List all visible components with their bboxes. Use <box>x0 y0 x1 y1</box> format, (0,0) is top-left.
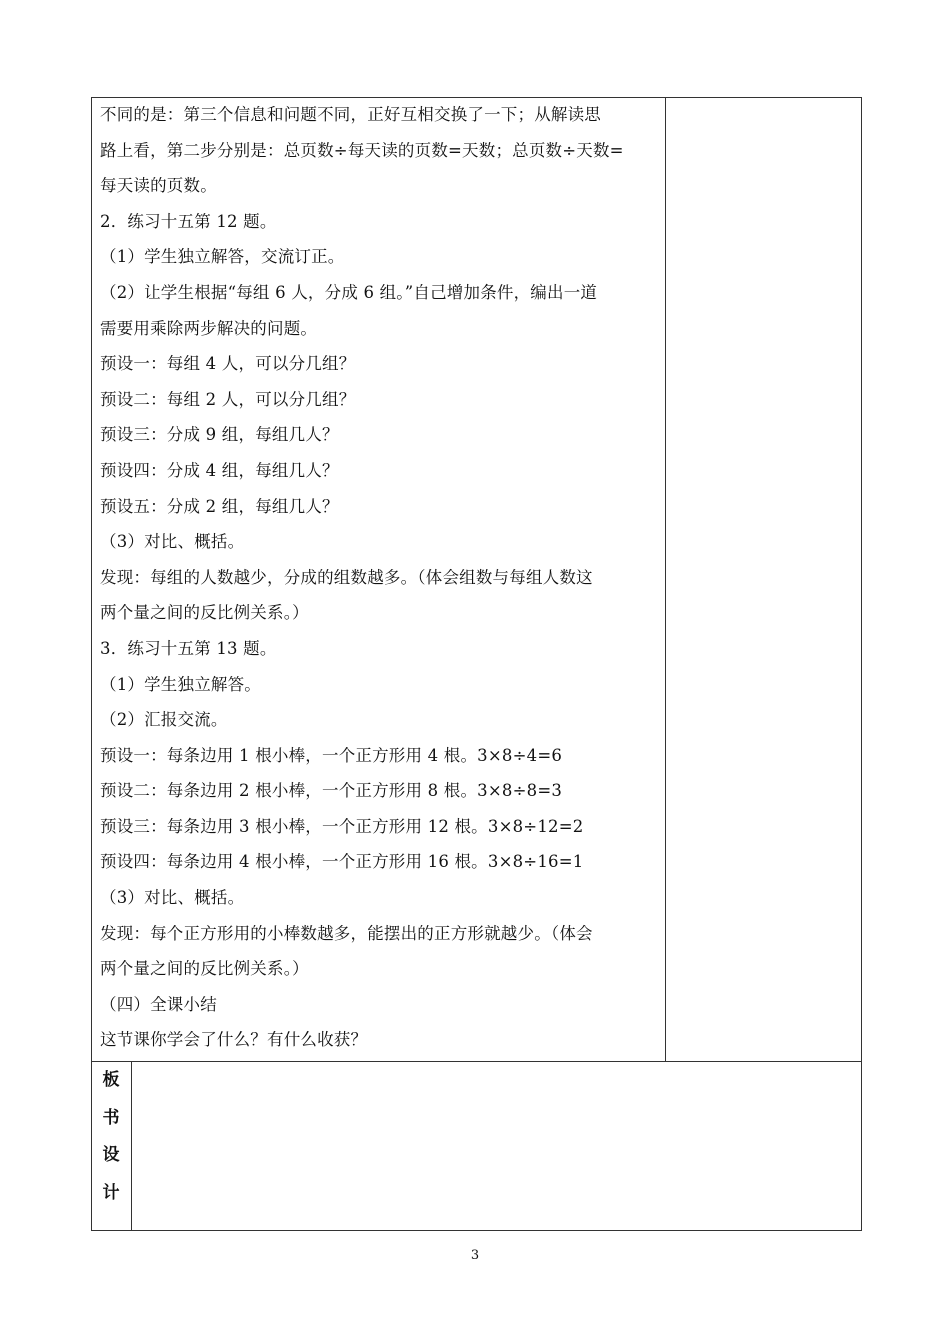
lesson-line: 3．练习十五第 13 题。 <box>100 638 277 658</box>
lesson-line: （1）学生独立解答，交流订正。 <box>100 247 345 267</box>
lesson-line: 预设五：分成 2 组，每组几人？ <box>100 496 339 516</box>
row-divider <box>91 1061 862 1062</box>
lesson-line: 每天读的页数。 <box>100 176 217 196</box>
column-divider <box>665 97 666 1062</box>
lesson-line: 需要用乘除两步解决的问题。 <box>100 318 318 338</box>
lesson-line: 发现：每组的人数越少，分成的组数越多。（体会组数与每组人数这 <box>100 567 593 587</box>
lesson-line: 预设一：每组 4 人，可以分几组？ <box>100 354 356 374</box>
board-label-char: 书 <box>102 1107 120 1128</box>
lesson-line: 预设三：分成 9 组，每组几人？ <box>100 425 339 445</box>
lesson-line: 两个量之间的反比例关系。） <box>100 603 309 623</box>
board-label-divider <box>131 1061 132 1231</box>
board-label-char: 板 <box>102 1070 120 1090</box>
lesson-line: （2）汇报交流。 <box>100 710 228 730</box>
lesson-line: 预设一：每条边用 1 根小棒，一个正方形用 4 根。3×8÷4=6 <box>100 745 563 765</box>
lesson-content <box>100 97 660 1058</box>
lesson-line: 这节课你学会了什么？有什么收获？ <box>100 1030 368 1050</box>
lesson-line: （3）对比、概括。 <box>100 888 245 908</box>
lesson-line: 2．练习十五第 12 题。 <box>100 211 277 231</box>
lesson-line: （2）让学生根据“每组 6 人，分成 6 组。”自己增加条件，编出一道 <box>100 282 598 302</box>
lesson-line: 发现：每个正方形用的小棒数越多，能摆出的正方形就越少。（体会 <box>100 923 593 943</box>
lesson-line: 预设二：每条边用 2 根小棒，一个正方形用 8 根。3×8÷8=3 <box>100 781 563 801</box>
lesson-line: （四）全课小结 <box>100 994 217 1014</box>
lesson-line: （1）学生独立解答。 <box>100 674 261 694</box>
page-number: 3 <box>470 1248 480 1263</box>
lesson-line: 预设二：每组 2 人，可以分几组？ <box>100 389 356 409</box>
board-label-char: 设 <box>102 1145 120 1165</box>
lesson-line: 两个量之间的反比例关系。） <box>100 959 309 979</box>
board-design-label <box>91 1062 131 1212</box>
lesson-line: 预设四：分成 4 组，每组几人？ <box>100 460 339 480</box>
lesson-line: 路上看，第二步分别是：总页数÷每天读的页数=天数；总页数÷天数= <box>100 140 624 160</box>
lesson-line: 预设四：每条边用 4 根小棒，一个正方形用 16 根。3×8÷16=1 <box>100 852 584 872</box>
lesson-line: 预设三：每条边用 3 根小棒，一个正方形用 12 根。3×8÷12=2 <box>100 816 584 836</box>
lesson-line: 不同的是：第三个信息和问题不同，正好互相交换了一下；从解读思 <box>100 105 601 124</box>
lesson-line: （3）对比、概括。 <box>100 532 245 552</box>
board-label-char: 计 <box>102 1182 120 1203</box>
